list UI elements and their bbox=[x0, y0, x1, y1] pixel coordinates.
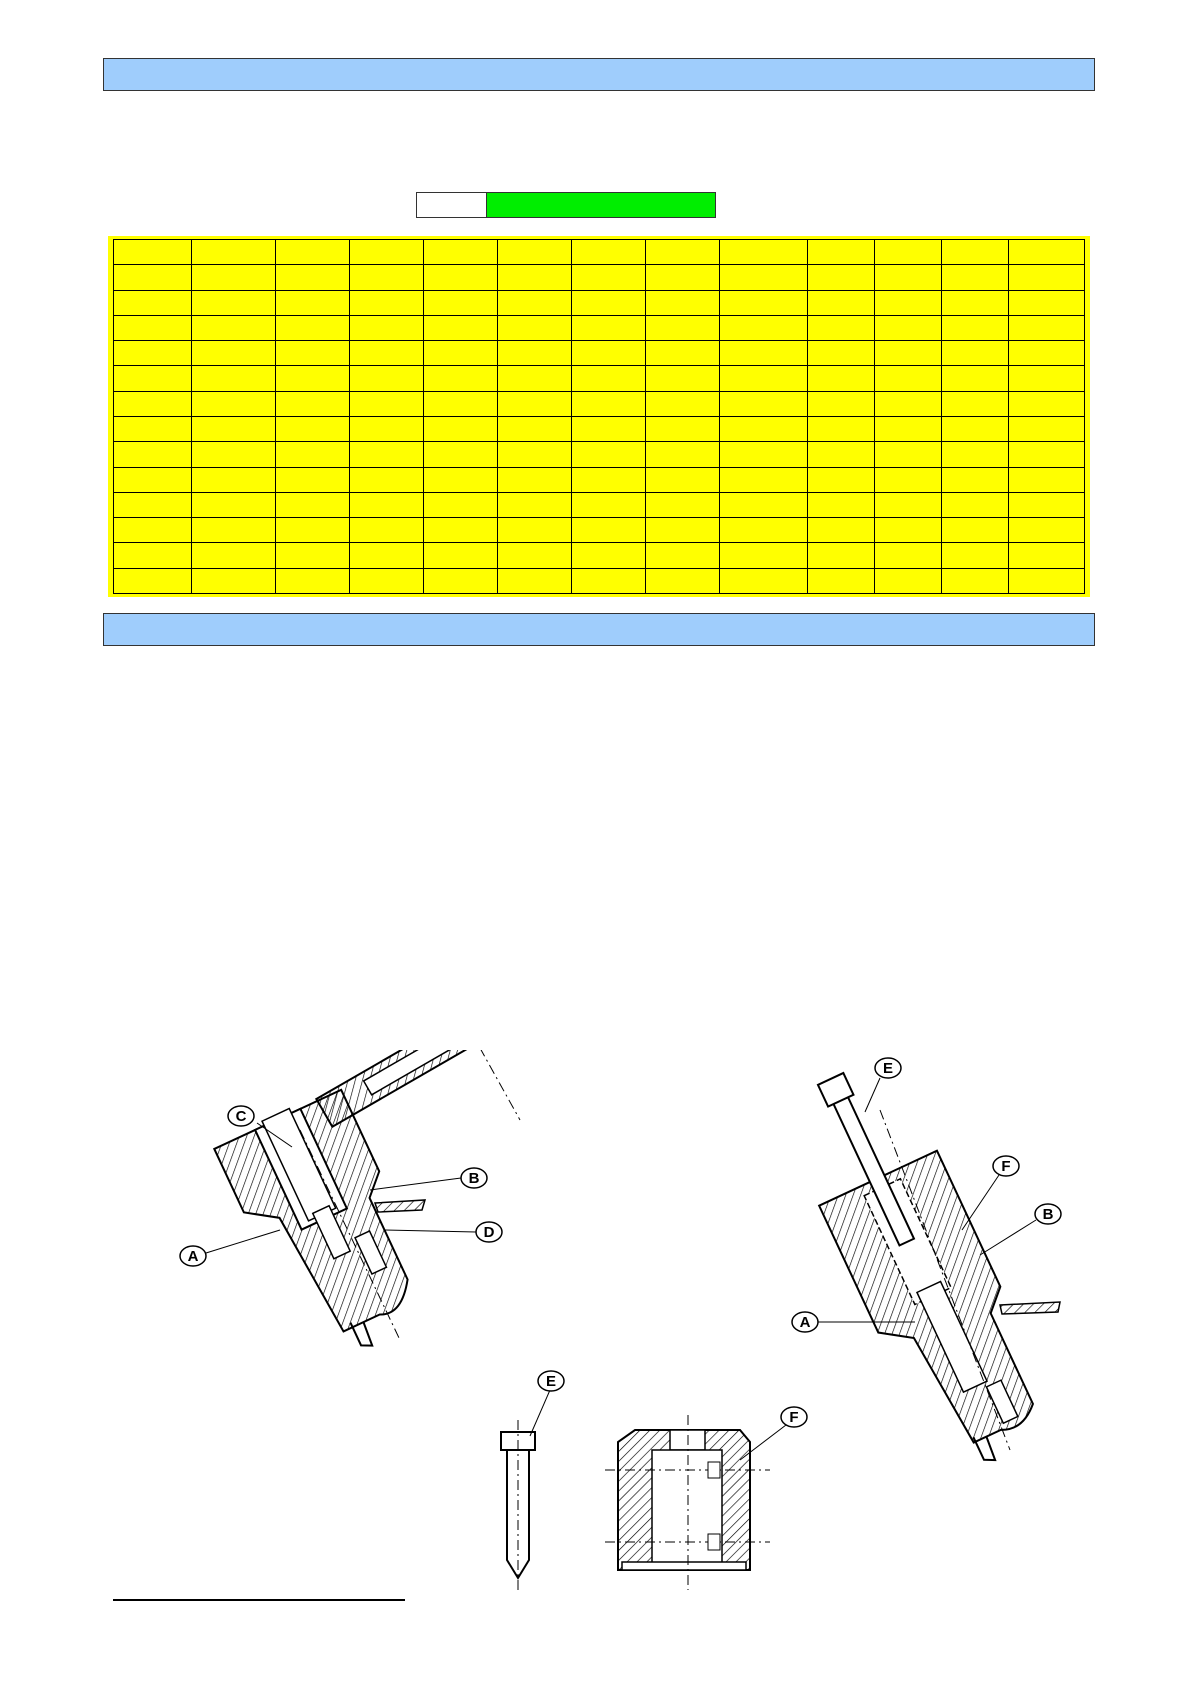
table-cell bbox=[350, 290, 424, 315]
table-cell bbox=[646, 568, 720, 593]
table-cell bbox=[942, 518, 1009, 543]
table-cell bbox=[572, 467, 646, 492]
table-cell bbox=[646, 442, 720, 467]
table-cell bbox=[646, 467, 720, 492]
table-cell bbox=[720, 391, 808, 416]
table-cell bbox=[498, 240, 572, 265]
table-cell bbox=[498, 290, 572, 315]
table-cell bbox=[646, 366, 720, 391]
table-cell bbox=[572, 391, 646, 416]
table-cell bbox=[350, 240, 424, 265]
table-cell bbox=[276, 265, 350, 290]
table-cell bbox=[498, 442, 572, 467]
table-row bbox=[114, 442, 1085, 467]
table-cell bbox=[114, 492, 192, 517]
table-cell bbox=[942, 543, 1009, 568]
table-cell bbox=[646, 315, 720, 340]
table-cell bbox=[808, 543, 875, 568]
table-cell bbox=[192, 366, 276, 391]
table-cell bbox=[192, 543, 276, 568]
table-cell bbox=[720, 290, 808, 315]
table-cell bbox=[350, 492, 424, 517]
table-cell bbox=[942, 442, 1009, 467]
callout-c: C bbox=[235, 1108, 247, 1125]
table-cell bbox=[1009, 442, 1085, 467]
table-row bbox=[114, 265, 1085, 290]
table-cell bbox=[1009, 341, 1085, 366]
table-cell bbox=[350, 467, 424, 492]
section-header-band bbox=[103, 58, 1095, 91]
table-row bbox=[114, 341, 1085, 366]
table-row bbox=[114, 366, 1085, 391]
callout-a-right: A bbox=[799, 1314, 811, 1331]
table-cell bbox=[192, 492, 276, 517]
table-row bbox=[114, 391, 1085, 416]
table-cell bbox=[875, 467, 942, 492]
callout-b-right: B bbox=[1042, 1206, 1054, 1223]
progress-fill-segment bbox=[487, 193, 715, 217]
table-row bbox=[114, 568, 1085, 593]
table-cell bbox=[276, 240, 350, 265]
table-cell bbox=[424, 568, 498, 593]
table-cell bbox=[720, 240, 808, 265]
table-cell bbox=[276, 341, 350, 366]
table-cell bbox=[424, 467, 498, 492]
table-cell bbox=[720, 467, 808, 492]
footnote-separator bbox=[113, 1599, 405, 1601]
table-cell bbox=[808, 467, 875, 492]
table-cell bbox=[720, 543, 808, 568]
table-cell bbox=[572, 518, 646, 543]
table-cell bbox=[875, 315, 942, 340]
table-cell bbox=[572, 290, 646, 315]
table-cell bbox=[875, 240, 942, 265]
table-cell bbox=[350, 442, 424, 467]
table-row bbox=[114, 543, 1085, 568]
table-cell bbox=[875, 416, 942, 441]
table-cell bbox=[720, 341, 808, 366]
table-cell bbox=[808, 416, 875, 441]
table-cell bbox=[276, 366, 350, 391]
table-cell bbox=[572, 442, 646, 467]
table-cell bbox=[646, 265, 720, 290]
table-row bbox=[114, 240, 1085, 265]
table-cell bbox=[276, 391, 350, 416]
table-cell bbox=[350, 416, 424, 441]
table-cell bbox=[720, 315, 808, 340]
table-cell bbox=[424, 442, 498, 467]
table-cell bbox=[350, 341, 424, 366]
table-cell bbox=[572, 240, 646, 265]
callout-f-detail: F bbox=[789, 1409, 799, 1426]
callout-b-left: B bbox=[468, 1170, 480, 1187]
table-cell bbox=[498, 315, 572, 340]
table-cell bbox=[424, 366, 498, 391]
table-cell bbox=[424, 265, 498, 290]
table-cell bbox=[942, 416, 1009, 441]
table-cell bbox=[646, 543, 720, 568]
table-cell bbox=[350, 366, 424, 391]
table-cell bbox=[114, 391, 192, 416]
table-cell bbox=[572, 265, 646, 290]
table-cell bbox=[498, 467, 572, 492]
table-cell bbox=[114, 265, 192, 290]
table-row bbox=[114, 467, 1085, 492]
table-cell bbox=[720, 416, 808, 441]
table-row bbox=[114, 416, 1085, 441]
table-cell bbox=[572, 568, 646, 593]
table-cell bbox=[276, 442, 350, 467]
table-cell bbox=[350, 391, 424, 416]
table-cell bbox=[1009, 265, 1085, 290]
table-cell bbox=[114, 290, 192, 315]
table-cell bbox=[808, 391, 875, 416]
table-cell bbox=[875, 366, 942, 391]
table-cell bbox=[192, 416, 276, 441]
table-cell bbox=[350, 315, 424, 340]
table-cell bbox=[114, 315, 192, 340]
callout-a-left: A bbox=[187, 1248, 199, 1265]
data-grid bbox=[113, 239, 1085, 594]
table-cell bbox=[646, 391, 720, 416]
table-cell bbox=[498, 492, 572, 517]
table-cell bbox=[808, 315, 875, 340]
table-cell bbox=[572, 315, 646, 340]
table-cell bbox=[276, 543, 350, 568]
table-cell bbox=[498, 416, 572, 441]
table-cell bbox=[424, 543, 498, 568]
data-grid-panel bbox=[108, 236, 1090, 597]
table-cell bbox=[192, 315, 276, 340]
table-cell bbox=[192, 467, 276, 492]
table-cell bbox=[350, 543, 424, 568]
table-row bbox=[114, 315, 1085, 340]
table-cell bbox=[875, 442, 942, 467]
table-cell bbox=[942, 366, 1009, 391]
table-cell bbox=[875, 492, 942, 517]
table-cell bbox=[498, 265, 572, 290]
table-cell bbox=[276, 568, 350, 593]
table-cell bbox=[720, 442, 808, 467]
callout-e-right: E bbox=[882, 1060, 894, 1077]
table-cell bbox=[572, 492, 646, 517]
table-cell bbox=[875, 265, 942, 290]
table-cell bbox=[276, 518, 350, 543]
table-cell bbox=[572, 366, 646, 391]
table-cell bbox=[720, 492, 808, 517]
technical-drawings bbox=[0, 1050, 1190, 1610]
table-cell bbox=[942, 290, 1009, 315]
table-cell bbox=[1009, 391, 1085, 416]
table-cell bbox=[498, 391, 572, 416]
table-cell bbox=[276, 290, 350, 315]
table-cell bbox=[942, 315, 1009, 340]
table-cell bbox=[1009, 492, 1085, 517]
table-cell bbox=[720, 568, 808, 593]
progress-empty-segment bbox=[417, 193, 487, 217]
table-cell bbox=[114, 543, 192, 568]
table-cell bbox=[942, 492, 1009, 517]
table-cell bbox=[572, 341, 646, 366]
table-cell bbox=[1009, 366, 1085, 391]
table-cell bbox=[808, 568, 875, 593]
table-cell bbox=[424, 290, 498, 315]
table-cell bbox=[646, 341, 720, 366]
table-cell bbox=[808, 290, 875, 315]
table-cell bbox=[276, 492, 350, 517]
table-cell bbox=[646, 518, 720, 543]
table-cell bbox=[276, 416, 350, 441]
table-cell bbox=[114, 442, 192, 467]
table-row bbox=[114, 518, 1085, 543]
table-cell bbox=[192, 568, 276, 593]
table-cell bbox=[942, 568, 1009, 593]
table-cell bbox=[276, 315, 350, 340]
table-cell bbox=[192, 518, 276, 543]
right-assembly-drawing bbox=[773, 1051, 1066, 1482]
table-cell bbox=[875, 290, 942, 315]
table-cell bbox=[192, 240, 276, 265]
table-cell bbox=[498, 568, 572, 593]
table-cell bbox=[498, 366, 572, 391]
table-row bbox=[114, 290, 1085, 315]
table-cell bbox=[808, 492, 875, 517]
callout-f-right: F bbox=[1001, 1158, 1011, 1175]
table-cell bbox=[424, 492, 498, 517]
table-cell bbox=[424, 240, 498, 265]
table-cell bbox=[875, 341, 942, 366]
table-cell bbox=[498, 518, 572, 543]
table-cell bbox=[114, 568, 192, 593]
table-cell bbox=[942, 467, 1009, 492]
left-assembly-drawing bbox=[180, 1050, 520, 1371]
callout-d: D bbox=[483, 1224, 495, 1241]
table-cell bbox=[942, 391, 1009, 416]
table-cell bbox=[114, 467, 192, 492]
table-cell bbox=[646, 290, 720, 315]
table-cell bbox=[1009, 518, 1085, 543]
table-cell bbox=[192, 265, 276, 290]
table-row bbox=[114, 492, 1085, 517]
table-cell bbox=[424, 341, 498, 366]
table-cell bbox=[808, 442, 875, 467]
table-cell bbox=[350, 518, 424, 543]
table-cell bbox=[646, 240, 720, 265]
table-cell bbox=[114, 240, 192, 265]
table-cell bbox=[424, 416, 498, 441]
table-cell bbox=[875, 391, 942, 416]
table-cell bbox=[1009, 240, 1085, 265]
table-cell bbox=[646, 492, 720, 517]
table-cell bbox=[498, 543, 572, 568]
table-cell bbox=[1009, 543, 1085, 568]
table-cell bbox=[720, 518, 808, 543]
table-cell bbox=[942, 240, 1009, 265]
table-cell bbox=[1009, 315, 1085, 340]
table-cell bbox=[942, 265, 1009, 290]
table-cell bbox=[424, 391, 498, 416]
table-cell bbox=[192, 391, 276, 416]
table-cell bbox=[114, 366, 192, 391]
table-cell bbox=[1009, 467, 1085, 492]
table-cell bbox=[192, 341, 276, 366]
table-cell bbox=[350, 265, 424, 290]
table-cell bbox=[350, 568, 424, 593]
table-cell bbox=[1009, 290, 1085, 315]
table-cell bbox=[114, 518, 192, 543]
table-cell bbox=[424, 518, 498, 543]
table-cell bbox=[1009, 416, 1085, 441]
section-header-band-2 bbox=[103, 613, 1095, 646]
table-cell bbox=[808, 240, 875, 265]
detail-pin-drawing bbox=[501, 1371, 564, 1590]
table-cell bbox=[424, 315, 498, 340]
table-cell bbox=[808, 265, 875, 290]
detail-sleeve-drawing bbox=[605, 1407, 807, 1590]
callout-e-detail: E bbox=[545, 1373, 557, 1390]
table-cell bbox=[808, 341, 875, 366]
table-cell bbox=[498, 341, 572, 366]
table-cell bbox=[942, 341, 1009, 366]
table-cell bbox=[192, 442, 276, 467]
table-cell bbox=[875, 518, 942, 543]
table-cell bbox=[720, 265, 808, 290]
progress-indicator bbox=[416, 192, 716, 218]
table-cell bbox=[1009, 568, 1085, 593]
table-cell bbox=[646, 416, 720, 441]
table-cell bbox=[114, 341, 192, 366]
table-cell bbox=[276, 467, 350, 492]
table-cell bbox=[572, 543, 646, 568]
table-cell bbox=[808, 366, 875, 391]
table-cell bbox=[192, 290, 276, 315]
table-cell bbox=[114, 416, 192, 441]
table-cell bbox=[875, 543, 942, 568]
table-cell bbox=[808, 518, 875, 543]
table-cell bbox=[720, 366, 808, 391]
table-cell bbox=[875, 568, 942, 593]
table-cell bbox=[572, 416, 646, 441]
